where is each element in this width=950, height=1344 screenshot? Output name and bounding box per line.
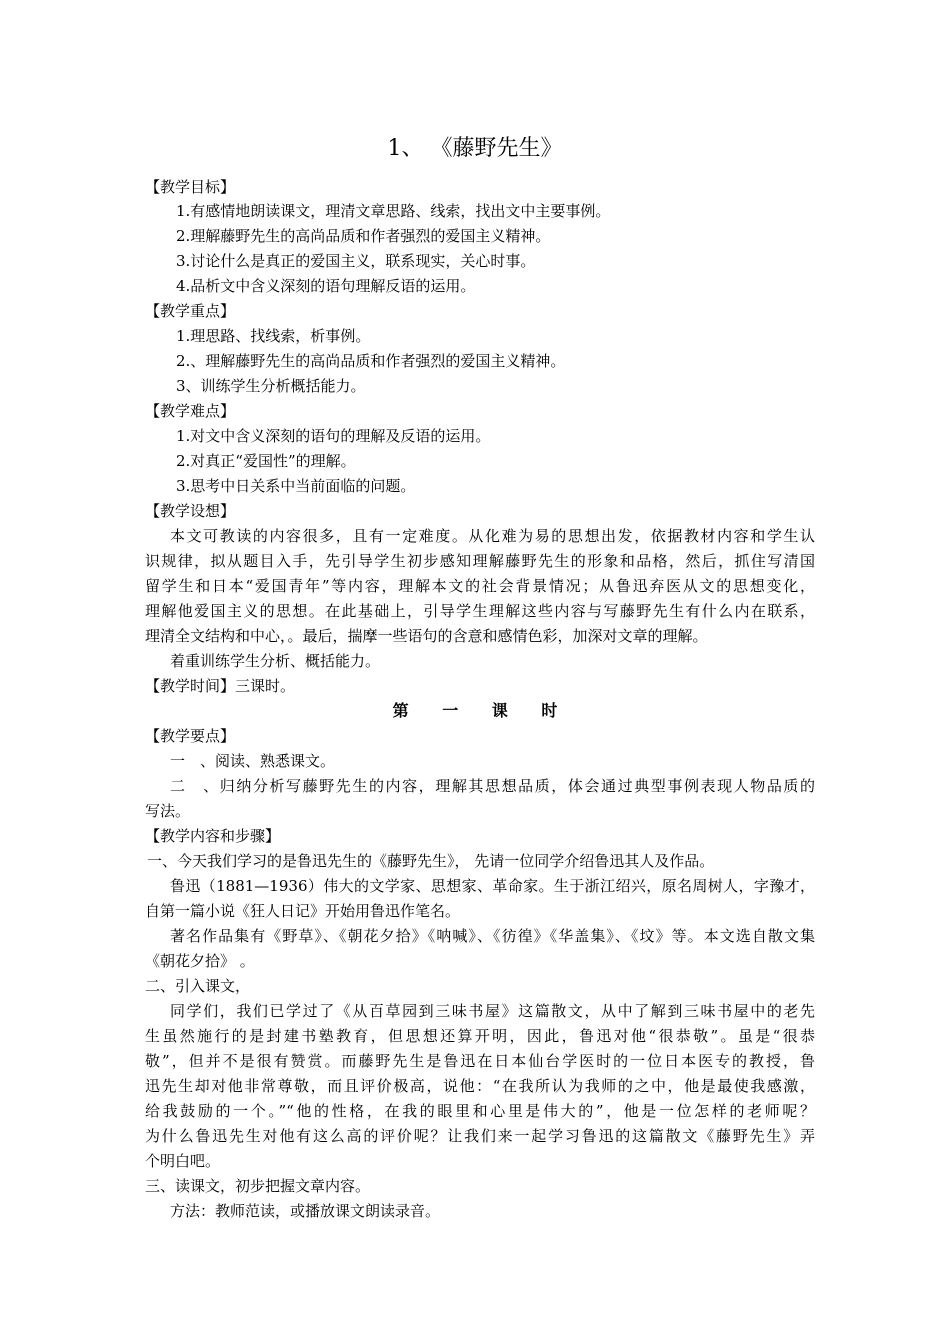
paragraph-line: 生虽然施行的是封建书塾教育，但思想还算开明，因此，鲁迅对他“很恭敬”。虽是“很恭: [145, 1027, 815, 1045]
step-heading: 二、引入课文，: [145, 977, 251, 995]
paragraph-line: 识规律，拟从题目入手，先引导学生初步感知理解藤野先生的形象和品格，然后，抓住写清国: [145, 552, 815, 570]
paragraph-line: 着重训练学生分析、概括能力。: [170, 652, 381, 670]
paragraph-line: 著名作品集有《野草》、《朝花夕拾》《呐喊》、《彷徨》《华盖集》、《坟》等。本文选自散文集: [170, 927, 815, 945]
paragraph-line: 同学们，我们已学过了《从百草园到三味书屋》这篇散文，从中了解到三味书屋中的老先: [170, 1002, 815, 1020]
key-point-item: 3、训练学生分析概括能力。: [176, 377, 366, 395]
section-heading-goals: 【教学目标】: [145, 178, 236, 196]
goal-item: 2.理解藤野先生的高尚品质和作者强烈的爱国主义精神。: [176, 227, 551, 245]
teaching-time: 【教学时间】三课时。: [145, 677, 296, 695]
lesson-point-item: 二 、归纳分析写藤野先生的内容，理解其思想品质，体会通过典型事例表现人物品质的: [170, 777, 815, 795]
key-point-item: 2.、理解藤野先生的高尚品质和作者强烈的爱国主义精神。: [176, 352, 566, 370]
paragraph-line: 留学生和日本“爱国青年”等内容，理解本文的社会背景情况；从鲁迅弃医从文的思想变化，: [145, 577, 815, 595]
key-point-item: 1.理思路、找线索，析事例。: [176, 327, 371, 345]
document-title: 1、 《藤野先生》: [387, 136, 563, 161]
section-heading-steps: 【教学内容和步骤】: [145, 827, 281, 845]
lesson-point-item: 一 、阅读、熟悉课文。: [170, 752, 336, 770]
paragraph-line: 自第一篇小说《狂人日记》开始用鲁迅作笔名。: [145, 902, 461, 920]
goal-item: 3.讨论什么是真正的爱国主义，联系现实，关心时事。: [176, 252, 536, 270]
difficulty-item: 3.思考中日关系中当前面临的问题。: [176, 477, 416, 495]
paragraph-line: 个明白吧。: [145, 1152, 221, 1170]
step-heading: 三、读课文，初步把握文章内容。: [145, 1177, 371, 1195]
section-heading-difficulties: 【教学难点】: [145, 402, 236, 420]
goal-item: 4.品析文中含义深刻的语句理解反语的运用。: [176, 277, 476, 295]
paragraph-line: 理清全文结构和中心，。最后，揣摩一些语句的含意和感情色彩，加深对文章的理解。: [145, 627, 708, 645]
paragraph-line: 敬”，但并不是很有赞赏。而藤野先生是鲁迅在日本仙台学医时的一位日本医专的教授，鲁: [145, 1052, 815, 1070]
paragraph-line: 理解他爱国主义的思想。在此基础上，引导学生理解这些内容与写藤野先生有什么内在联系，: [145, 602, 815, 620]
section-heading-teaching-idea: 【教学设想】: [145, 502, 236, 520]
difficulty-item: 1.对文中含义深刻的语句的理解及反语的运用。: [176, 427, 491, 445]
paragraph-line: 鲁迅（1881—1936）伟大的文学家、思想家、革命家。生于浙江绍兴，原名周树人，字豫才，: [170, 877, 815, 895]
paragraph-line: 迅先生却对他非常尊敬，而且评价极高，说他：“在我所认为我师的之中，他是最使我感激，: [145, 1077, 815, 1095]
section-heading-key-points: 【教学重点】: [145, 302, 236, 320]
paragraph-line: 给我鼓励的一个。”“他的性格，在我的眼里和心里是伟大的”，他是一位怎样的老师呢？: [145, 1102, 815, 1120]
paragraph-line: 《朝花夕拾》 。: [145, 952, 255, 970]
lesson-heading: 第 一 课 时: [392, 701, 572, 720]
step-heading: 一、今天我们学习的是鲁迅先生的《藤野先生》， 先请一位同学介绍鲁迅其人及作品。: [147, 852, 715, 870]
section-heading-lesson-points: 【教学要点】: [145, 727, 236, 745]
paragraph-line: 为什么鲁迅先生对他有这么高的评价呢？让我们来一起学习鲁迅的这篇散文《藤野先生》弄: [145, 1127, 815, 1145]
paragraph-line: 本文可教读的内容很多，且有一定难度。从化难为易的思想出发，依据教材内容和学生认: [170, 527, 815, 545]
paragraph-line: 方法：教师范读，或播放课文朗读录音。: [170, 1202, 441, 1220]
lesson-point-item: 写法。: [145, 802, 191, 820]
difficulty-item: 2.对真正“爱国性”的理解。: [176, 452, 356, 470]
goal-item: 1.有感情地朗读课文，理清文章思路、线索，找出文中主要事例。: [176, 202, 611, 220]
